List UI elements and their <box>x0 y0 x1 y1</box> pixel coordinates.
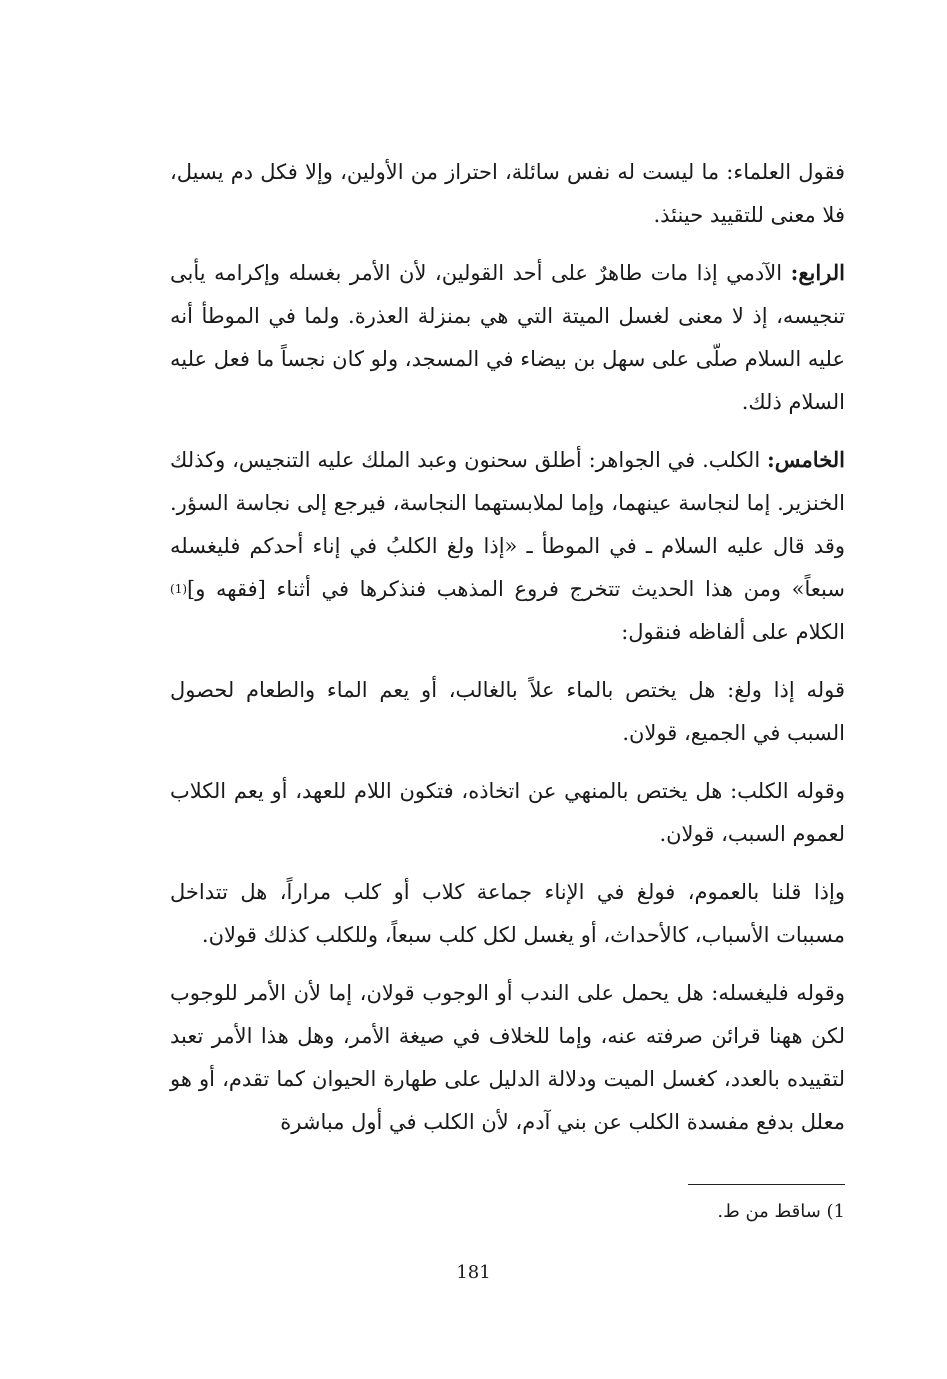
paragraph-text: وقوله الكلب: هل يختص بالمنهي عن اتخاذه، فتكون اللام للعهد، أو يعم الكلاب لعموم السبب، قولان. <box>170 779 845 846</box>
paragraph-lead: الرابع: <box>790 260 845 285</box>
paragraph-text: وقوله فليغسله: هل يحمل على الندب أو الوجوب قولان، إما لأن الأمر للوجوب لكن ههنا قرائن صرفته عنه، وإما للخلاف في صيغة الأمر، وهل هذا الأمر تعبد لتقييده بالعدد، كغسل الميت ودلالة الدليل على طهارة الحيوان كما تقدم، أو هو معلل بدفع مفسدة الكلب عن بني آدم، لأن الكلب في أول مباشرة <box>170 981 845 1134</box>
paragraph-7 <box>170 971 845 1144</box>
paragraph-text: فقول العلماء: ما ليست له نفس سائلة، احتراز من الأولين، وإلا فكل دم يسيل، فلا معنى للتقييد حينئذ. <box>170 160 845 227</box>
paragraph-1 <box>170 150 845 237</box>
paragraph-text: الآدمي إذا مات طاهرٌ على أحد القولين، لأن الأمر بغسله وإكرامه يأبى تنجيسه، إذ لا معنى لغسل الميتة التي هي بمنزلة العذرة. ولما في الموطأ أنه عليه السلام صلّى على سهل بن بيضاء في المسجد، ولو كان نجساً ما فعل عليه السلام ذلك. <box>170 261 845 414</box>
footnote-divider <box>688 1184 845 1185</box>
page-number: 181 <box>456 1262 491 1283</box>
paragraph-text-after: الكلام على ألفاظه فنقول: <box>621 620 845 644</box>
paragraph-6 <box>170 870 845 957</box>
footnote-marker: (1) <box>170 582 188 596</box>
paragraph-lead: الخامس: <box>767 447 845 472</box>
paragraph-4 <box>170 668 845 755</box>
paragraph-3 <box>170 438 845 654</box>
page-body <box>170 150 845 1144</box>
paragraph-2 <box>170 251 845 424</box>
paragraph-5 <box>170 769 845 856</box>
paragraph-text: الكلب. في الجواهر: أطلق سحنون وعبد الملك عليه التنجيس، وكذلك الخنزير. إما لنجاسة عينهما، وإما لملابستهما النجاسة، فيرجع إلى نجاسة السؤر. وقد قال عليه السلام ـ في الموطأ ـ «إذا ولغ الكلبُ في إناء أحدكم فليغسله سبعاً» ومن هذا الحديث تتخرج فروع المذهب فنذكرها في أثناء [فقهه و] <box>170 448 845 601</box>
paragraph-text: قوله إذا ولغ: هل يختص بالماء علاً بالغالب، أو يعم الماء والطعام لحصول السبب في الجميع، قولان. <box>170 678 845 745</box>
footnote: 1) ساقط من ط. <box>717 1201 845 1222</box>
paragraph-text: وإذا قلنا بالعموم، فولغ في الإناء جماعة كلاب أو كلب مراراً، هل تتداخل مسببات الأسباب، كالأحداث، أو يغسل لكل كلب سبعاً، وللكلب كذلك قولان. <box>170 880 845 947</box>
